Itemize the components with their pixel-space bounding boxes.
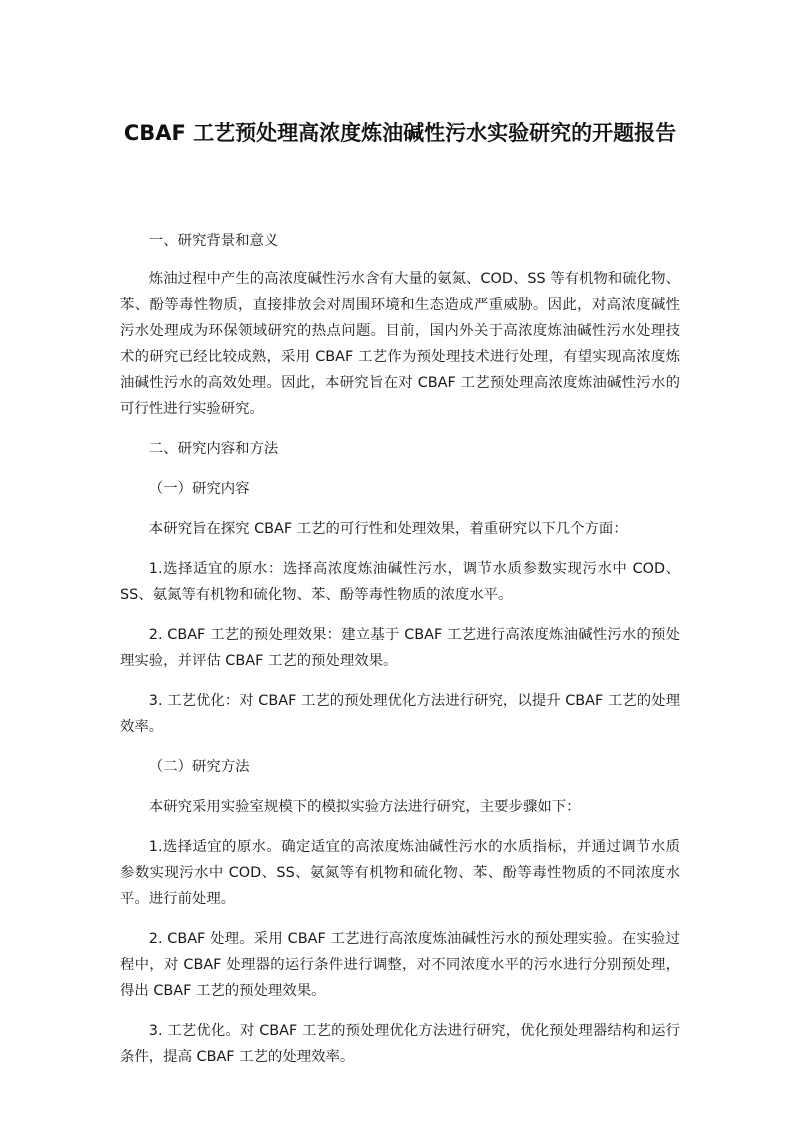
section-heading-content-methods: 二、研究内容和方法 xyxy=(148,441,279,457)
section-heading-background: 一、研究背景和意义 xyxy=(148,233,279,249)
list-item-content-2: 2. CBAF 工艺的预处理效果：建立基于 CBAF 工艺进行高浓度炼油碱性污水的预处理实验，并评估 CBAF 工艺的预处理效果。 xyxy=(120,627,680,669)
document-body xyxy=(120,228,680,1070)
document-title: CBAF 工艺预处理高浓度炼油碱性污水实验研究的开题报告 xyxy=(123,121,677,145)
list-item-method-2: 2. CBAF 处理。采用 CBAF 工艺进行高浓度炼油碱性污水的预处理实验。在实验过程中，对 CBAF 处理器的运行条件进行调整，对不同浓度水平的污水进行分别预处理，得出 CBAF 工艺的预处理效果。 xyxy=(120,931,680,999)
subheading-research-content: （一）研究内容 xyxy=(148,481,250,497)
list-item-content-1: 1.选择适宜的原水：选择高浓度炼油碱性污水，调节水质参数实现污水中 COD、SS、氨氮等有机物和硫化物、苯、酚等毒性物质的浓度水平。 xyxy=(120,561,680,603)
list-item-method-1: 1.选择适宜的原水。确定适宜的高浓度炼油碱性污水的水质指标，并通过调节水质参数实现污水中 COD、SS、氨氮等有机物和硫化物、苯、酚等毒性物质的不同浓度水平。进行前处理。 xyxy=(120,839,680,907)
list-item-method-3: 3. 工艺优化。对 CBAF 工艺的预处理优化方法进行研究，优化预处理器结构和运行条件，提高 CBAF 工艺的处理效率。 xyxy=(120,1023,680,1065)
subheading-research-methods: （二）研究方法 xyxy=(148,759,250,775)
paragraph-background: 炼油过程中产生的高浓度碱性污水含有大量的氨氮、COD、SS 等有机物和硫化物、苯、酚等毒性物质，直接排放会对周围环境和生态造成严重威胁。因此，对高浓度碱性污水处理成为环保领域研究的热点问题。目前，国内外关于高浓度炼油碱性污水处理技术的研究已经比较成熟，采用 CBAF 工艺作为预处理技术进行处理，有望实现高浓度炼油碱性污水的高效处理。因此，本研究旨在对 CBAF 工艺预处理高浓度炼油碱性污水的可行性进行实验研究。 xyxy=(120,271,680,417)
paragraph-methods-intro: 本研究采用实验室规模下的模拟实验方法进行研究，主要步骤如下： xyxy=(148,799,581,815)
paragraph-content-intro: 本研究旨在探究 CBAF 工艺的可行性和处理效果，着重研究以下几个方面： xyxy=(148,521,628,537)
list-item-content-3: 3. 工艺优化：对 CBAF 工艺的预处理优化方法进行研究，以提升 CBAF 工艺的处理效率。 xyxy=(120,693,680,735)
